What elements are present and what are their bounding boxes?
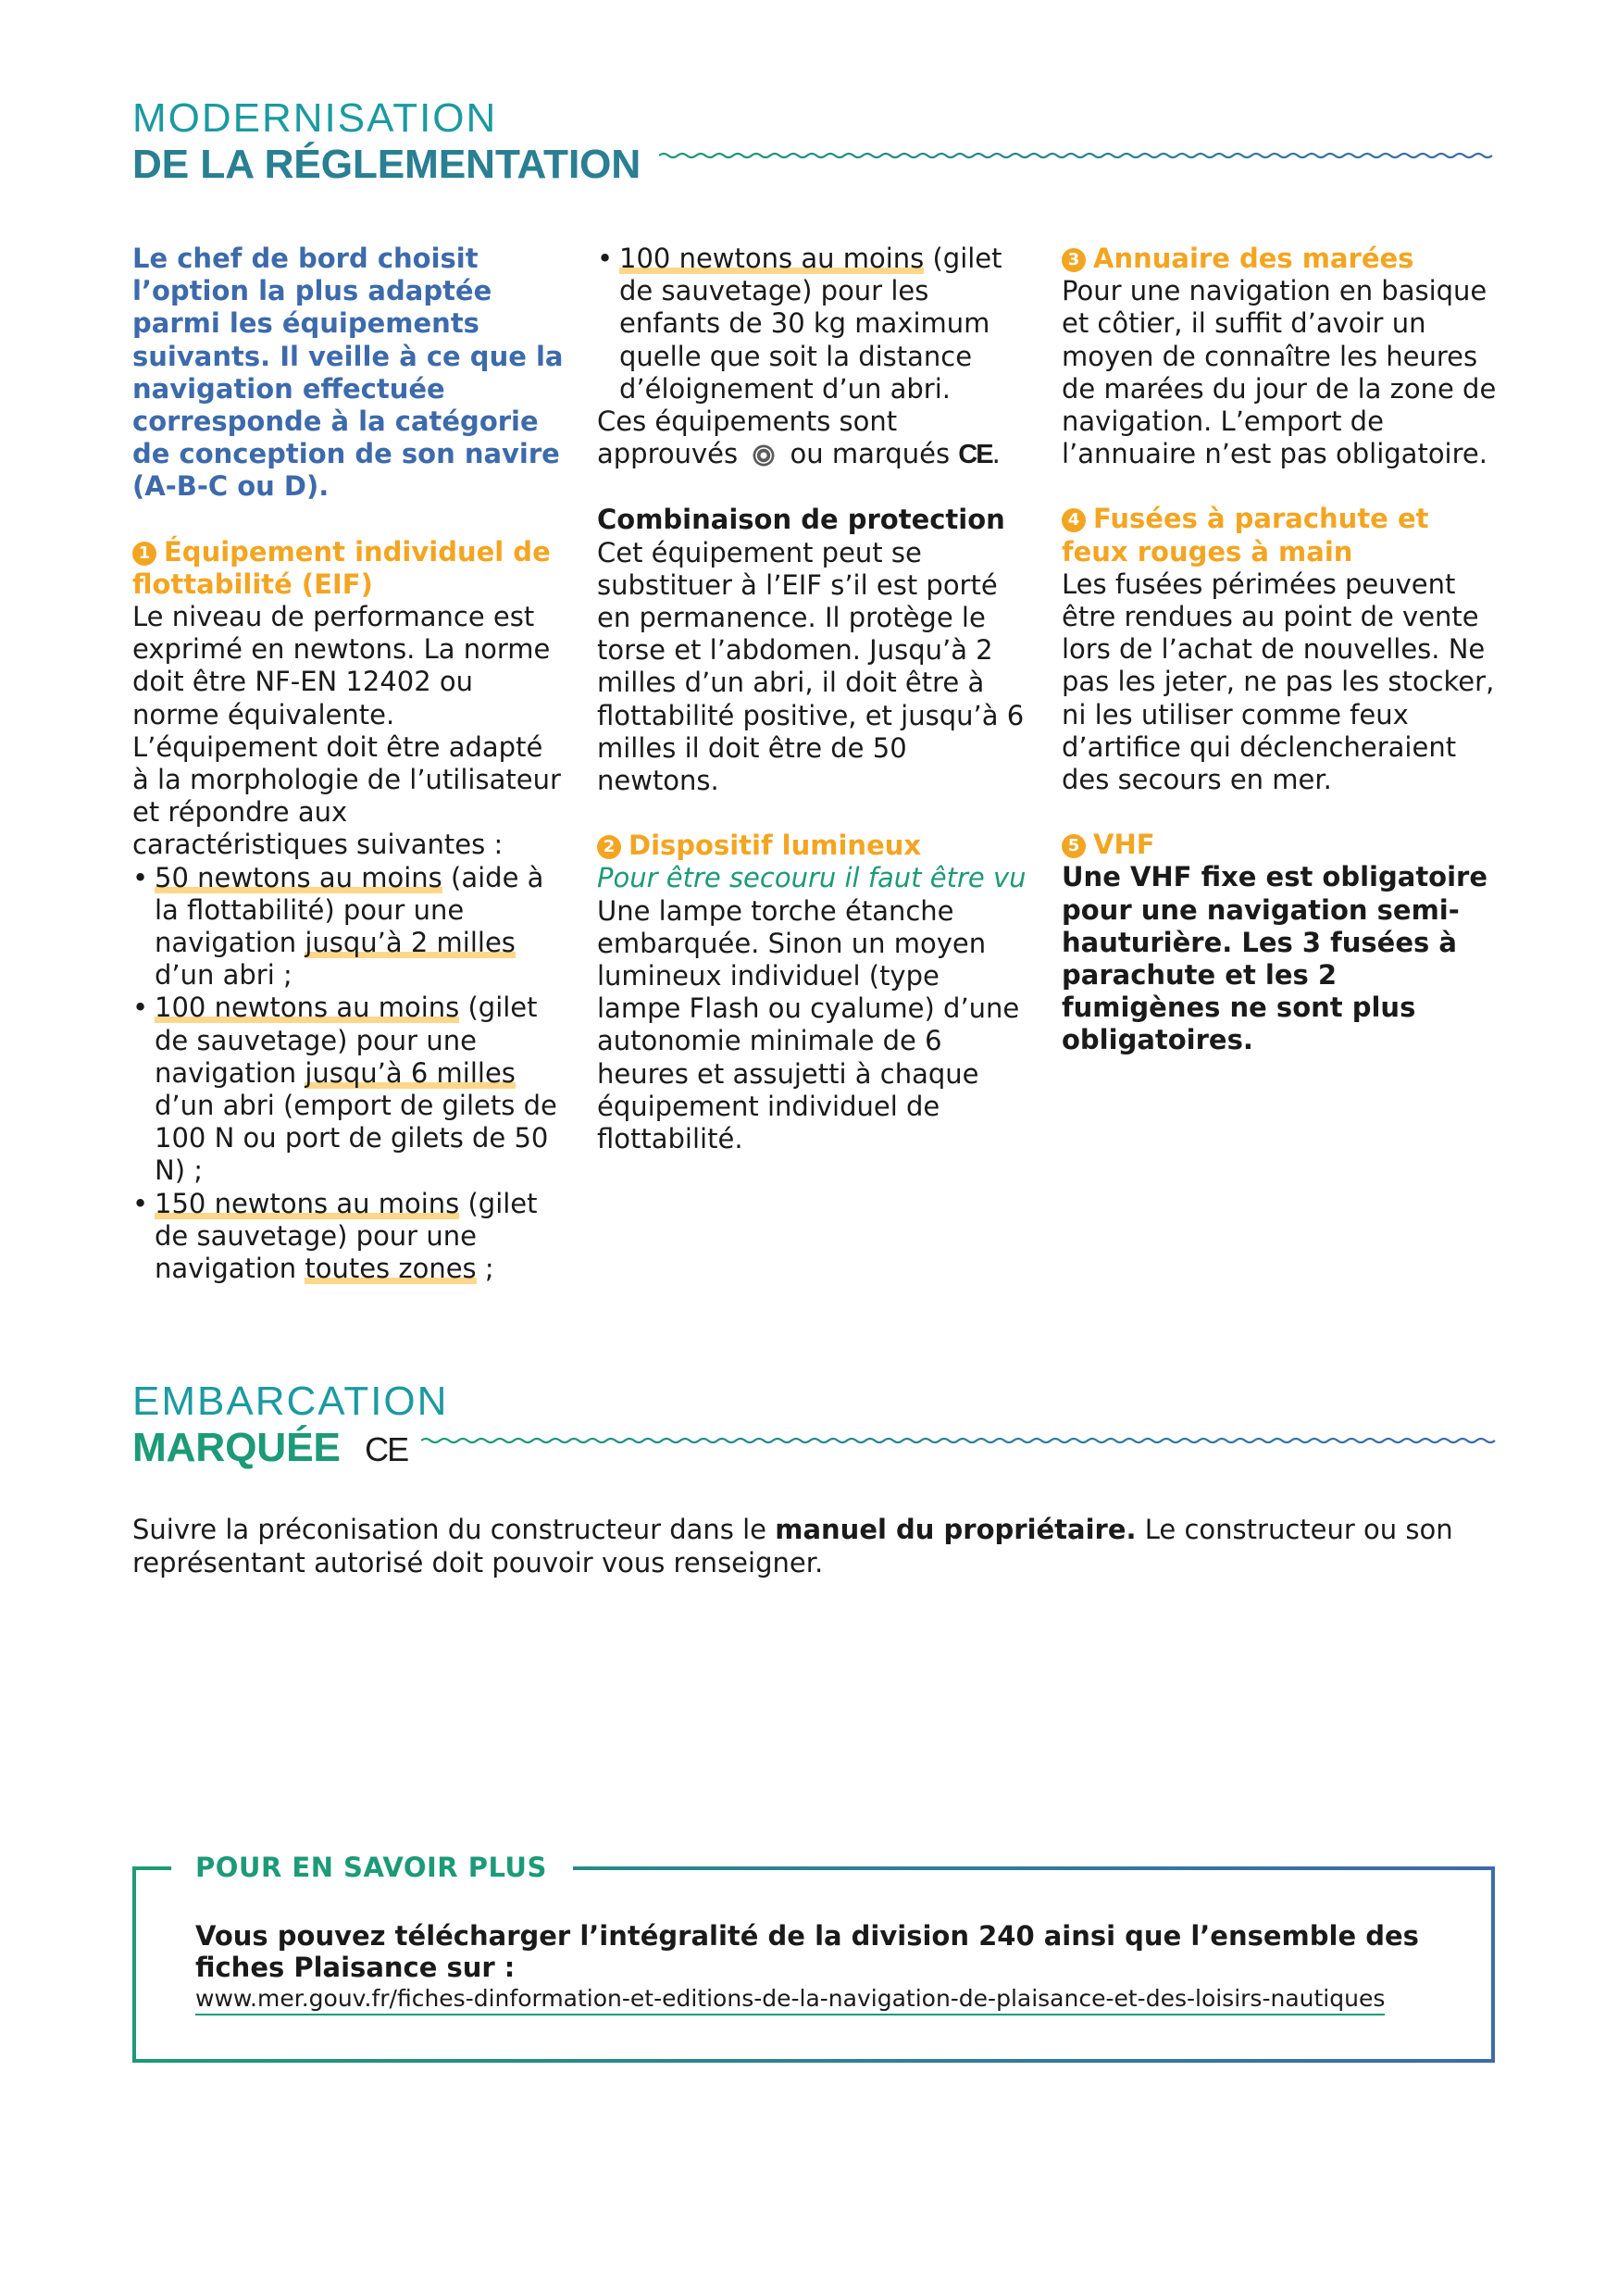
heading-vhf-label: VHF (1093, 829, 1155, 861)
title-bold-marquee (132, 1424, 448, 1474)
bullet-text: ; (476, 1253, 494, 1285)
embarcation-text-part: Suivre la préconisation du constructeur dans le (132, 1514, 776, 1545)
wave-divider-2 (421, 1433, 1501, 1448)
column-2 (597, 243, 1030, 1155)
combinaison-body: Cet équipement peut se substituer à l’EIF s’il est porté en permanence. Il protège le torse et l’abdomen. Jusqu’à 2 milles d’un abri, il doit être à flottabilité positive, et jusqu’à 6 milles il doit être de 50 newtons. (597, 536, 1025, 797)
wave-divider-1 (659, 148, 1501, 163)
approval-word: approuvés (597, 438, 739, 470)
title-thin-modernisation: MODERNISATION (132, 95, 498, 141)
intro-text: Le chef de bord choisit l’option la plus adaptée parmi les équipements suivants. Il veille à ce que la navigation effectuée corresponde à la catégorie de conception de son navire (A-B-C ou D). (132, 243, 564, 503)
bullet-text: (aide à la flottabilité) pour une navigation (155, 861, 544, 959)
section-title-reglementation (132, 96, 641, 189)
heading-lumineux-label: Dispositif lumineux (629, 830, 922, 862)
info-box-label: POUR EN SAVOIR PLUS (171, 1850, 573, 1885)
highlight: 150 newtons au moins (155, 1187, 460, 1219)
number-1-icon: 1 (132, 542, 156, 566)
info-box-text: Vous pouvez télécharger l’intégralité de la division 240 ainsi que l’ensemble des fiches Plaisance sur : (195, 1920, 1419, 1983)
highlight: toutes zones (305, 1253, 477, 1285)
fusees-body: Les fusées périmées peuvent être rendues au point de vente lors de l’achat de nouvelles. Ne pas les jeter, ne pas les stocker, ni les utiliser comme feux d’artifice qui déclencheraient des secours en mer. (1062, 568, 1495, 796)
bullet-text: d’un abri (emport de gilets de 100 N ou port de gilets de 50 N) ; (155, 1090, 557, 1187)
number-5-icon: 5 (1062, 834, 1086, 858)
approval-wheel-icon (752, 443, 776, 468)
bullet-text: d’un abri ; (155, 959, 292, 992)
number-3-icon: 3 (1062, 248, 1086, 272)
annuaire-body: Pour une navigation en basique et côtier, il suffit d’avoir un moyen de connaître les heures de marées du jour de la zone de navigation. L’emport de l’annuaire n’est pas obligatoire. (1062, 275, 1497, 470)
highlight: jusqu’à 2 milles (305, 927, 516, 959)
bullet-text: (gilet de sauvetage) pour les enfants de 30 kg maximum quelle que soit la distance d’éloignement d’un abri. (619, 243, 1002, 405)
heading-vhf (1062, 829, 1497, 861)
highlight: 100 newtons au moins (619, 243, 925, 274)
title-bold-reglementation: DE LA RÉGLEMENTATION (132, 142, 641, 187)
approval-line-2 (597, 438, 1030, 471)
eif-body: Le niveau de performance est exprimé en newtons. La norme doit être NF-EN 12402 ou norme équivalente. L’équipement doit être adapté à la morphologie de l’utilisateur et répondre aux caractéristiques suivantes : (132, 601, 561, 861)
heading-eif (132, 536, 567, 601)
heading-annuaire-label: Annuaire des marées (1093, 243, 1414, 274)
section-title-embarcation (132, 1379, 448, 1474)
title-marquee-text: MARQUÉE (132, 1425, 341, 1470)
bullet-text: (gilet de sauvetage) pour une navigation (155, 1187, 538, 1285)
highlight: 50 newtons au moins (155, 861, 442, 893)
highlight: 100 newtons au moins (155, 992, 460, 1024)
lumineux-subtitle: Pour être secouru il faut être vu (597, 862, 1027, 894)
heading-fusees (1062, 503, 1497, 568)
embarcation-text (132, 1514, 1502, 1579)
column-1 (132, 243, 567, 1285)
manuel-proprietaire: manuel du propriétaire. (775, 1514, 1137, 1545)
ce-mark-icon: CE (958, 440, 992, 470)
ce-mark-icon: CE (365, 1430, 408, 1468)
list-item (132, 862, 567, 992)
heading-annuaire (1062, 243, 1497, 275)
approval-line-1: Ces équipements sont (597, 406, 898, 438)
number-2-icon: 2 (597, 835, 621, 859)
fiches-link[interactable]: www.mer.gouv.fr/fiches-dinformation-et-editions-de-la-navigation-de-plaisance-et-des-loisirs-nautiques (195, 1984, 1385, 2015)
heading-lumineux (597, 830, 1030, 862)
approval-end: . (991, 438, 1001, 470)
bullet-text: (gilet de sauvetage) pour une navigation (155, 992, 538, 1089)
heading-eif-label: Équipement individuel de flottabilité (EIF) (132, 535, 551, 600)
list-item (597, 243, 1030, 406)
eif-bullet-list (132, 862, 567, 1286)
vhf-body: Une VHF fixe est obligatoire pour une navigation semi-hauturière. Les 3 fusées à parachute et les 2 fumigènes ne sont plus obligatoires. (1062, 861, 1488, 1056)
marked-word: ou marqués (790, 438, 951, 470)
column-3 (1062, 243, 1497, 1057)
heading-fusees-label: Fusées à parachute et feux rouges à main (1062, 503, 1429, 568)
embarcation-text-part: Le constructeur ou son représentant autorisé doit pouvoir vous renseigner. (132, 1514, 1453, 1578)
number-4-icon: 4 (1062, 508, 1086, 532)
list-item (132, 1188, 567, 1286)
list-item (132, 992, 567, 1187)
lumineux-body: Une lampe torche étanche embarquée. Sinon un moyen lumineux individuel (type lampe Flash ou cyalume) d’une autonomie minimale de 6 heures et assujetti à chaque équipement individuel de flottabilité. (597, 894, 1020, 1155)
heading-combinaison: Combinaison de protection (597, 504, 1005, 536)
highlight: jusqu’à 6 milles (305, 1056, 516, 1089)
child-bullet-list (597, 243, 1030, 406)
title-thin-embarcation: EMBARCATION (132, 1379, 449, 1424)
